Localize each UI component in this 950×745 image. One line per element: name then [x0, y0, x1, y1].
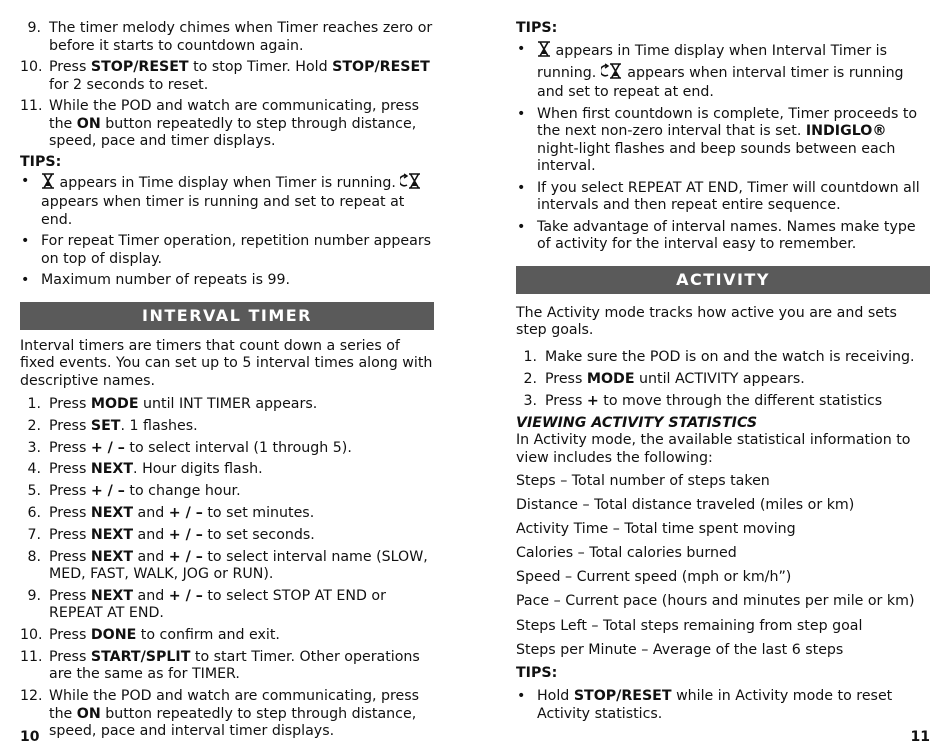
interval-steps	[20, 396, 434, 741]
stat-line: Steps Left – Total steps remaining from step goal	[516, 617, 863, 634]
left-page	[20, 0, 434, 745]
stat-line: Pace – Current pace (hours and minutes per mile or km)	[516, 593, 915, 610]
list-item: 12. While the POD and watch are communicating, press the ON button repeatedly to step through distance, speed, pace and interval timer displays.	[20, 688, 420, 740]
activity-steps	[516, 349, 930, 411]
list-item: • appears in Time display when Interval Timer is running. appears when interval timer is running and set to repeat at end.	[517, 41, 904, 100]
hourglass-icon	[41, 173, 55, 195]
tips-heading: TIPS:	[20, 153, 62, 170]
right-page	[516, 0, 930, 745]
tips-list	[516, 41, 930, 254]
list-item: 9. The timer melody chimes when Timer reaches zero or before it starts to countdown again.	[27, 20, 433, 54]
list-item: 11. While the POD and watch are communicating, press the ON button repeatedly to step through distance, speed, pace and timer displays.	[20, 98, 420, 149]
list-item: 9. Press NEXT and + / – to select STOP AT END or REPEAT AT END.	[27, 587, 386, 622]
list-item: 6. Press NEXT and + / – to set minutes.	[27, 504, 315, 521]
stat-line: Distance – Total distance traveled (miles or km)	[516, 497, 855, 514]
list-item: • Maximum number of repeats is 99.	[21, 272, 291, 288]
stat-line: Calories – Total calories burned	[516, 545, 737, 562]
timer-steps-continued	[20, 20, 434, 151]
interval-timer-banner: INTERVAL TIMER	[20, 302, 434, 330]
stat-line: Steps – Total number of steps taken	[516, 473, 770, 489]
tips-heading: TIPS:	[516, 20, 558, 36]
viewing-stats-heading: VIEWING ACTIVITY STATISTICS	[516, 415, 758, 431]
tips-list	[516, 688, 930, 723]
list-item: 10. Press DONE to confirm and exit.	[20, 627, 280, 644]
page-number: 10	[20, 729, 40, 745]
list-item: 3. Press + / – to select interval (1 through 5).	[27, 439, 352, 456]
hourglass-icon	[537, 41, 551, 63]
list-item: • Take advantage of interval names. Names make type of activity for the interval easy to remember.	[517, 218, 916, 252]
list-item: • Hold STOP/RESET while in Activity mode to reset Activity statistics.	[517, 688, 893, 722]
activity-banner: ACTIVITY	[516, 266, 930, 294]
list-item: • appears in Time display when Timer is running. appears when timer is running and set to repeat at end.	[20, 173, 434, 230]
activity-intro: The Activity mode tracks how active you are and sets step goals.	[516, 304, 897, 338]
list-item: 8. Press NEXT and + / – to select interval name (SLOW, MED, FAST, WALK, JOG or RUN).	[27, 548, 428, 583]
stat-line: Steps per Minute – Average of the last 6 steps	[516, 641, 844, 658]
list-item: 2. Press MODE until ACTIVITY appears.	[523, 370, 805, 387]
list-item: • If you select REPEAT AT END, Timer will countdown all intervals and then repeat entire sequence.	[517, 179, 920, 213]
list-item: 1. Press MODE until INT TIMER appears.	[27, 396, 318, 412]
tips-list	[20, 173, 434, 290]
list-item: • For repeat Timer operation, repetition number appears on top of display.	[21, 233, 432, 267]
stat-line: Speed – Current speed (mph or km/h”)	[516, 569, 792, 586]
repeat-hourglass-icon	[400, 173, 422, 195]
list-item: 11. Press START/SPLIT to start Timer. Other operations are the same as for TIMER.	[20, 648, 420, 683]
list-item: 10. Press STOP/RESET to stop Timer. Hold STOP/RESET for 2 seconds to reset.	[20, 59, 430, 93]
interval-intro: Interval timers are timers that count down a series of fixed events. You can set up to 5 interval times along with descriptive names.	[20, 337, 433, 389]
stat-line: Activity Time – Total time spent moving	[516, 521, 796, 538]
repeat-hourglass-icon	[601, 63, 623, 85]
stats-list	[516, 473, 930, 659]
list-item: 2. Press SET. 1 flashes.	[27, 417, 198, 434]
list-item: 4. Press NEXT. Hour digits flash.	[27, 461, 263, 478]
stats-intro: In Activity mode, the available statistical information to view includes the following:	[516, 432, 911, 466]
list-item: • When first countdown is complete, Timer proceeds to the next non-zero interval that is set. INDIGLO® night-light flashes and beep sounds between each interval.	[517, 105, 918, 174]
tips-heading: TIPS:	[516, 665, 558, 682]
list-item: 3. Press + to move through the different statistics	[523, 392, 883, 409]
list-item: 7. Press NEXT and + / – to set seconds.	[27, 526, 315, 543]
page-number: 11	[910, 729, 930, 745]
list-item: 5. Press + / – to change hour.	[27, 483, 241, 500]
list-item: 1. Make sure the POD is on and the watch is receiving.	[523, 348, 915, 365]
